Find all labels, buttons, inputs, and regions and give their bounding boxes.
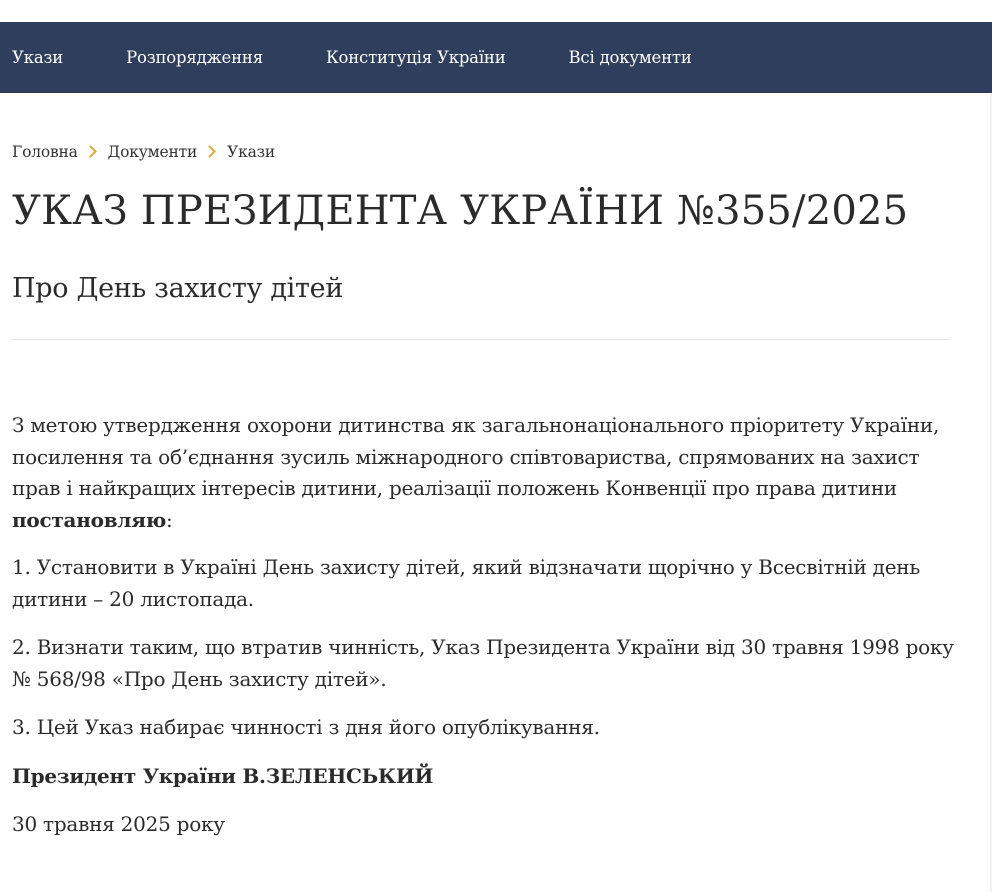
nav-item-all-documents[interactable]: Всі документи xyxy=(568,48,692,67)
preamble-text: З метою утвердження охорони дитинства як загальнонаціонального пріоритету України, посилення та об’єднання зусиль міжнародного співтовариства, спрямованих на захист прав і найкращих інтересів дитини, реалізації положень Конвенції про права дитини xyxy=(12,413,940,501)
preamble-end: : xyxy=(166,507,173,532)
top-spacer xyxy=(0,0,992,22)
decree-date: 30 травня 2025 року xyxy=(12,812,225,837)
breadcrumb xyxy=(12,143,950,161)
page-title: УКАЗ ПРЕЗИДЕНТА УКРАЇНИ №355/2025 xyxy=(12,188,909,234)
main-content xyxy=(0,143,992,841)
decree-clause-3: 3. Цей Указ набирає чинності з дня його опублікування. xyxy=(12,715,600,740)
divider xyxy=(12,339,950,340)
decree-signature xyxy=(12,761,962,793)
preamble-bold: постановляю xyxy=(12,507,167,532)
decree-body xyxy=(12,410,962,841)
breadcrumb-decrees[interactable]: Укази xyxy=(227,143,276,161)
decree-clause-1: 1. Установити в Україні День захисту дітей, який відзначати щорічно у Всесвітній день дитини – 20 листопада. xyxy=(12,555,920,611)
decree-clause-2: 2. Визнати таким, що втратив чинність, Указ Президента України від 30 травня 1998 року № 568/98 «Про День захисту дітей». xyxy=(12,635,954,691)
main-nav xyxy=(0,22,992,93)
chevron-right-icon xyxy=(203,145,216,158)
signature-text: Президент України В.ЗЕЛЕНСЬКИЙ xyxy=(12,763,434,788)
decree-preamble xyxy=(12,410,962,536)
breadcrumb-documents[interactable]: Документи xyxy=(107,143,198,161)
breadcrumb-home[interactable]: Головна xyxy=(12,143,78,161)
page-subtitle: Про День захисту дітей xyxy=(12,273,344,304)
nav-item-constitution[interactable]: Конституція України xyxy=(325,48,506,67)
chevron-right-icon xyxy=(84,145,97,158)
nav-item-decrees[interactable]: Укази xyxy=(12,48,64,67)
nav-item-orders[interactable]: Розпорядження xyxy=(126,48,263,67)
